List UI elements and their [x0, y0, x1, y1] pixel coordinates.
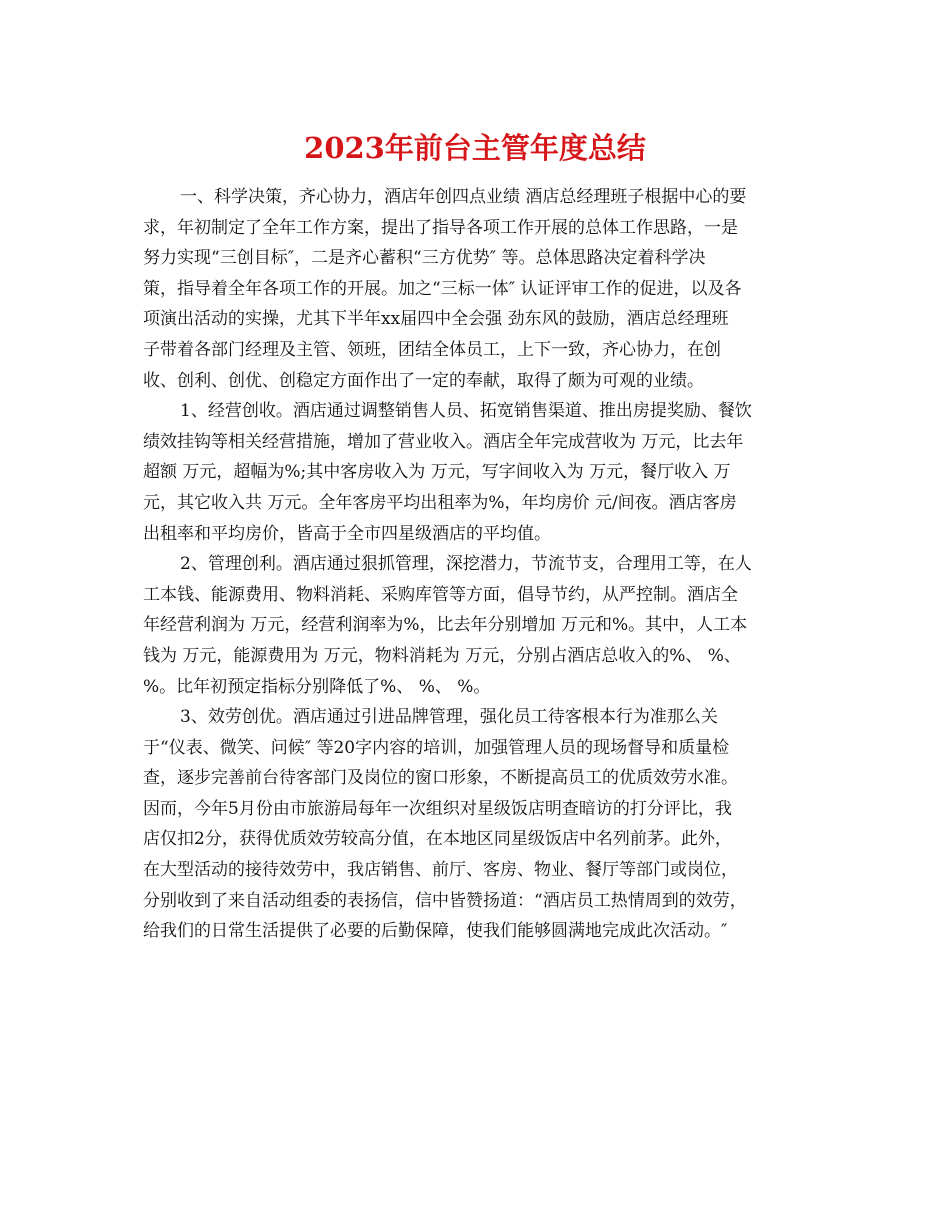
- paragraph-line: 查，逐步完善前台待客部门及岗位的窗口形象，不断提高员工的优质效劳水准。: [143, 768, 738, 789]
- paragraph-line: 子带着各部门经理及主管、领班，团结全体员工，上下一致，齐心协力，在创: [143, 339, 721, 360]
- paragraph-line: 元，其它收入共 万元。全年客房平均出租率为%，年均房价 元/间夜。酒店客房: [143, 492, 737, 513]
- paragraph-line: 于“仪表、微笑、问候″ 等20字内容的培训，加强管理人员的现场督导和质量检: [143, 737, 730, 758]
- document-title: 2023年前台主管年度总结: [304, 131, 646, 165]
- paragraph-first-line: 2、管理创利。酒店通过狠抓管理，深挖潜力，节流节支，合理用工等，在人: [180, 554, 752, 575]
- paragraph-first-line: 一、科学决策，齐心协力，酒店年创四点业绩 酒店总经理班子根据中心的要: [180, 187, 747, 207]
- paragraph-line: 收、创利、创优、创稳定方面作出了一定的奉献，取得了颇为可观的业绩。: [143, 370, 704, 391]
- paragraph-line: 在大型活动的接待效劳中，我店销售、前厅、客房、物业、餐厅等部门或岗位，: [143, 860, 738, 881]
- paragraph-line: 工本钱、能源费用、物料消耗、采购库管等方面，倡导节约，从严控制。酒店全: [143, 584, 738, 605]
- document-body: [143, 182, 803, 947]
- paragraph-line: 项演出活动的实操，尤其下半年xx届四中全会强 劲东风的鼓励，酒店总经理班: [143, 309, 729, 330]
- paragraph-line: 分别收到了来自活动组委的表扬信，信中皆赞扬道：“酒店员工热情周到的效劳，: [143, 890, 747, 911]
- paragraph-line: 超额 万元，超幅为%;其中客房收入为 万元，写字间收入为 万元，餐厅收入 万: [143, 462, 731, 483]
- paragraph-line: 店仅扣2分，获得优质效劳较高分值，在本地区同星级饭店中名列前茅。此外，: [143, 829, 732, 850]
- paragraph-first-line: 1、经营创收。酒店通过调整销售人员、拓宽销售渠道、推出房提奖励、餐饮: [180, 401, 752, 422]
- paragraph-line: 因而，今年5月份由市旅游局每年一次组织对星级饭店明查暗访的打分评比，我: [143, 798, 732, 819]
- paragraph-line: 出租率和平均房价，皆高于全市四星级酒店的平均值。: [143, 523, 551, 544]
- paragraph-line: %。比年初预定指标分别降低了%、 %、 %。: [143, 676, 491, 697]
- paragraph-line: 钱为 万元，能源费用为 万元，物料消耗为 万元，分别占酒店总收入的%、 %、: [143, 645, 741, 666]
- paragraph-first-line: 3、效劳创优。酒店通过引进品牌管理，强化员工待客根本行为准那么关: [180, 707, 718, 728]
- paragraph-line: 绩效挂钩等相关经营措施，增加了营业收入。酒店全年完成营收为 万元，比去年: [143, 431, 744, 452]
- paragraph-line: 给我们的日常生活提供了必要的后勤保障，使我们能够圆满地完成此次活动。″: [143, 921, 728, 942]
- paragraph-line: 年经营利润为 万元，经营利润率为%，比去年分别增加 万元和%。其中，人工本: [143, 615, 748, 636]
- paragraph-line: 策，指导着全年各项工作的开展。加之“三标一体″ 认证评审工作的促进，以及各: [143, 278, 742, 299]
- paragraph-line: 努力实现“三创目标″，二是齐心蓄积“三方优势″ 等。总体思路决定着科学决: [143, 248, 706, 269]
- paragraph-line: 求，年初制定了全年工作方案，提出了指导各项工作开展的总体工作思路，一是: [143, 217, 738, 238]
